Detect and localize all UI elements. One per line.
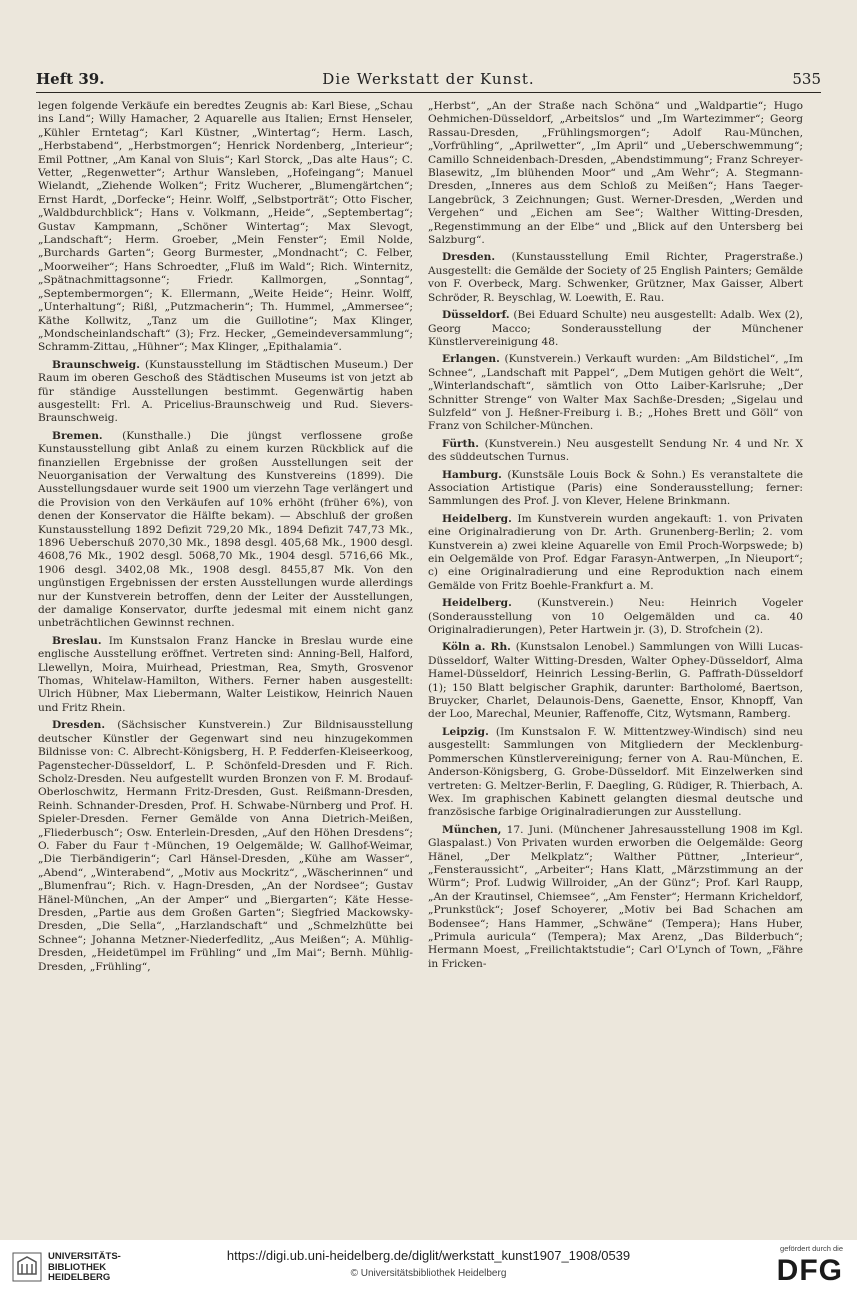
sponsor-caption: gefördert durch die bbox=[780, 1244, 843, 1253]
article-paragraph bbox=[428, 100, 803, 247]
paragraph-text: 17. Juni. (Münchener Jahresausstellung 1908 im Kgl. Glaspalast.) Von Privaten wurden erworben die Oelgemälde: Georg Hänel, „Der Melkplatz“; Walther Püttner, „Interieur“, „Fensteraussicht“, „Arbeiter“; Hans Klatt, „Märzstimmung an der Würm“; Prof. Ludwig Willroider, „An der Günz“; Prof. Karl Raupp, „An der Krautinsel, Chiemsee“, „Am Fenster“; Hermann Kricheldorf, „Prunkstück“; Josef Schoyerer, „Motiv bei Bad Schachen am Bodensee“; Hans Hammer, „Schwäne“ (Tempera); Hans Huber, „Primula auricula“ (Tempera); Max Arenz, „Das Bilderbuch“; Hermann Moest, „Freilichtaktstudie“; Carl O'Lynch of Town, „Fähre in Fricken- bbox=[428, 823, 803, 970]
paragraph-text: (Kunstverein.) Verkauft wurden: „Am Bildstichel“, „Im Schnee“, „Landschaft mit Pappel“, „Dem Mutigen gehört die Welt“, „Winterlandschaft“, sämtlich von Otto Laiber-Karlsruhe; „Der Schnitter Strenge“ von Walter Max Sachße-Dresden; „Sigelau und Sulzfeld“ von J. Heßner-Freiburg i. B.; „Hohes Brett und Göll“ von Franz von Schilcher-München. bbox=[428, 353, 803, 433]
paragraph-text: (Sächsischer Kunstverein.) Zur Bildnisausstellung deutscher Künstler der Gegenwart sind neu hinzugekommen Bildnisse von: C. Albrecht-Königsberg, H. P. Fedderfen-Kleiseerkoog, Pagenstecher-Düsseldorf, L. P. Schönfeld-Dresden und F. Rich. Scholz-Dresden. Neu aufgestellt wurden Bronzen von F. M. Brodauf-Oberloschwitz, Hermann Fritz-Dresden, Gust. Reißmann-Dresden, Reinh. Schnander-Dresden, Prof. H. Schwabe-Nürnberg und Prof. H. Spieler-Dresden. Ferner Gemälde von Anna Dietrich-Meißen, „Fliederbusch“; Osw. Enterlein-Dresden, „Auf den Höhen Dresdens“; O. Faber du Faur †-München, 19 Oelgemälde; W. Gallhof-Weimar, „Die Tierbändigerin“; Carl Hänsel-Dresden, „Kühe am Wasser“, „Abend“, „Winterabend“, „Motiv aus Mockritz“, „Wäscherinnen“ und „Blumenfrau“; Rich. v. Hagn-Dresden, „An der Nordsee“; Gustav Hänel-München, „An der Amper“ und „Biergarten“; Käte Hesse-Dresden, „Partie aus dem Großen Garten“; Siegfried Mackowsky-Dresden, „Die Sella“, „Harzlandschaft“ und „Schmelzhütte bei Schnee“; Johanna Metzner-Niederfedlitz, „Aus Meißen“; A. Mühlig-Dresden, „Heidetümpel im Frühling“ und „Im Mai“; Bernh. Mühlig-Dresden, „Frühling“, bbox=[38, 719, 413, 973]
article-paragraph bbox=[428, 597, 803, 637]
copyright-notice: © Universitätsbibliothek Heidelberg bbox=[350, 1268, 507, 1279]
article-paragraph bbox=[38, 719, 413, 974]
article-paragraph bbox=[38, 359, 413, 426]
article-paragraph bbox=[428, 251, 803, 305]
page-header bbox=[36, 70, 821, 93]
dfg-wordmark: DFG bbox=[776, 1254, 843, 1287]
article-paragraph bbox=[38, 430, 413, 631]
article-paragraph bbox=[38, 635, 413, 715]
article-paragraph bbox=[428, 824, 803, 971]
article-paragraph bbox=[428, 513, 803, 593]
viewer-footer bbox=[0, 1240, 857, 1293]
paragraph-text: (Kunstverein.) Neu ausgestellt Sendung Nr. 4 und Nr. X des süddeutschen Turnus. bbox=[428, 437, 803, 464]
article-paragraph bbox=[428, 438, 803, 465]
library-name-line1: UNIVERSITÄTS- bbox=[48, 1251, 121, 1262]
city-heading: Köln a. Rh. bbox=[442, 641, 511, 654]
paragraph-text: Im Kunstsalon Franz Hancke in Breslau wurde eine englische Ausstellung eröffnet. Vertreten sind: Anning-Bell, Halford, Llewellyn, Moira, Muirhead, Priestman, Rea, Smyth, Grosvenor Thomas, Whitelaw-Hamilton, Withers. Ferner haben ausgestellt: Ulrich Hübner, Max Liebermann, Walter Leistikow, Heinrich Nauen und Fritz Rhein. bbox=[38, 634, 413, 714]
city-heading: Braunschweig. bbox=[52, 358, 140, 371]
library-name-line2: BIBLIOTHEK bbox=[48, 1261, 107, 1273]
article-paragraph bbox=[428, 641, 803, 721]
article-paragraph bbox=[428, 309, 803, 349]
paragraph-text: (Kunstausstellung Emil Richter, Pragerstraße.) Ausgestellt: die Gemälde der Society of 25 English Painters; Gemälde von F. Overbeck, Marg. Schwenker, Grützner, Max Gaisser, Albert Schröder, R. Beyschlag, W. Loewith, E. Rau. bbox=[428, 251, 803, 304]
permalink-url[interactable]: https://digi.ub.uni-heidelberg.de/diglit/werkstatt_kunst1907_1908/0539 bbox=[226, 1248, 631, 1263]
library-name-line3: HEIDELBERG bbox=[48, 1272, 111, 1283]
city-heading: Hamburg. bbox=[442, 468, 502, 481]
city-heading: Heidelberg. bbox=[442, 512, 512, 525]
page-number: 535 bbox=[792, 70, 821, 88]
city-heading: Dresden. bbox=[52, 719, 106, 732]
paragraph-text: (Kunstsalon Lenobel.) Sammlungen von Willi Lucas-Düsseldorf, Walter Witting-Dresden, Walter Ophey-Düsseldorf, Alma Hamel-Düsseldorf, Heinrich Lessing-Berlin, G. Paffrath-Düsseldorf (1); 150 Blatt belgischer Graphik, darunter: Bartholomé, Baertson, Bruycker, Charlet, Delaunois-Dens, Gaenette, Ensor, Khnopff, Van der Loo, Marechal, Meunier, Raffenoffe, Citz, Wytsmann, Ramberg. bbox=[428, 641, 803, 721]
dfg-logo[interactable] bbox=[723, 1244, 843, 1289]
city-heading: München, bbox=[442, 823, 502, 836]
city-heading: Dresden. bbox=[442, 251, 496, 264]
city-heading: Heidelberg. bbox=[442, 597, 512, 610]
journal-title: Die Werkstatt der Kunst. bbox=[322, 70, 535, 88]
city-heading: Fürth. bbox=[442, 437, 479, 450]
paragraph-text: (Kunsthalle.) Die jüngst verflossene große Kunstausstellung gibt Anlaß zu einem kurzen Rückblick auf die finanziellen Ergebnisse der großen Ausstellungen seit der Neuorganisation der Verwaltung des Kunstvereins (1899). Die Ausstellungsdauer wurde seit 1900 um vierzehn Tage verlängert und die Provision von den Verkäufen auf 10% erhöht (früher 6%), von denen der Konservator die Hälfte bekam). — Abschluß der großen Kunstausstellung 1892 Defizit 729,20 Mk., 1894 Defizit 747,73 Mk., 1896 Ueberschuß 2070,30 Mk., 1898 desgl. 405,68 Mk., 1900 desgl. 4608,76 Mk., 1902 desgl. 5068,70 Mk., 1904 desgl. 5716,66 Mk., 1906 desgl. 3402,08 Mk., 1908 desgl. 8455,87 Mk. Von den ungünstigen Ergebnissen der ersten Ausstellungen wurde allerdings nur der Kunstverein betroffen, denn der Leiter der Ausstellungen, der damalige Konservator, durfte jedesmal mit einem nicht ganz unbeträchtlichen Gewinnst rechnen. bbox=[38, 429, 413, 630]
paragraph-text: (Im Kunstsalon F. W. Mittentzwey-Windisch) sind neu ausgestellt: Sammlungen von Mitgliedern der Mecklenburg-Pommerschen Künstlervereinigung; ferner von A. Rau-München, E. Anderson-Königsberg, G. Grobe-Düsseldorf. Mit Einzelwerken sind vertreten: G. Meltzer-Berlin, F. Daegling, G. Rüdiger, R. Thierbach, A. Wex. Im graphischen Kabinett gelangten diesmal deutsche und französische farbige Originalradierungen zur Ausstellung. bbox=[428, 725, 803, 819]
paragraph-text: (Kunstausstellung im Städtischen Museum.) Der Raum im oberen Geschoß des Städtischen Museums ist von jetzt ab für ständige Ausstellungen bestimmt. Gegenwärtig haben ausgestellt: Frl. A. Pricelius-Braunschweig und Rud. Sievers-Braunschweig. bbox=[38, 358, 413, 425]
left-column bbox=[38, 100, 413, 1220]
issue-label: Heft 39. bbox=[36, 70, 105, 88]
article-paragraph bbox=[428, 353, 803, 433]
city-heading: Leipzig. bbox=[442, 725, 489, 738]
article-paragraph bbox=[38, 100, 413, 355]
paragraph-text: legen folgende Verkäufe ein beredtes Zeugnis ab: Karl Biese, „Schau ins Land“; Willy Hamacher, 2 Aquarelle aus Italien; Ernst Henseler, „Kühler Erntetag“; Karl Küstner, „Wintertag“; Herm. Lasch, „Herbstabend“, „Herbstmorgen“; Henrick Nordenberg, „Interieur“; Emil Pottner, „Am Kanal von Sluis“; Karl Storck, „Das alte Haus“; C. Vetter, „Regenwetter“; Arthur Wansleben, „Hofeingang“; Manuel Wielandt, „Ziehende Wolken“; Fritz Wucherer, „Blumengärtchen“; Ernst Hardt, „Dorfecke“; Heinr. Wolff, „Selbstporträt“; Otto Fischer, „Waldbdurchblick“; Hans v. Volkmann, „Heide“, „Septembertag“; Gustav Kampmann, „Schöner Wintertag“; Max Slevogt, „Landschaft“; Herm. Groeber, „Mein Fenster“; Emil Nolde, „Burchards Garten“; Georg Burmester, „Mondnacht“; C. Felber, „Moorweiher“; Hans Schroedter, „Fluß im Wald“; Rich. Winternitz, „Spätnachmittagsonne“; Friedr. Kallmorgen, „Sonntag“, „Septembermorgen“; K. Ellermann, „Weite Heide“; Heinr. Wolff, „Unterhaltung“; Rißl, „Putzmacherin“; Th. Hummel, „Ammersee“; Käthe Kollwitz, „Tanz um die Guillotine“; Max Klinger, „Mondscheinlandschaft“ (3); Frz. Hecker, „Gemeindeversammlung“; Schramm-Zittau, „Hühner“; Max Klinger, „Epithalamia“. bbox=[38, 100, 413, 354]
right-column bbox=[428, 100, 803, 1220]
city-heading: Breslau. bbox=[52, 634, 102, 647]
paragraph-text: (Kunstverein.) Neu: Heinrich Vogeler (Sonderausstellung von 10 Oelgemälden und ca. 40 Originalradierungen), Peter Hartwein jr. (3), D. Strofchein (2). bbox=[428, 597, 803, 637]
paragraph-text: (Kunstsäle Louis Bock & Sohn.) Es veranstaltete die Association Artistique (Paris) eine Sonderausstellung; ferner: Sammlungen des Prof. J. von Klever, Helene Brinkmann. bbox=[428, 468, 803, 508]
paragraph-text: „Herbst“, „An der Straße nach Schöna“ und „Waldpartie“; Hugo Oehmichen-Düsseldorf, „Arbeitslos“ und „Im Wartezimmer“; Georg Rassau-Dresden, „Frühlingsmorgen“; Adolf Rau-München, „Vorfrühling“, „Aprilwetter“, „Im April“ und „Ueberschwemmung“; Camillo Schneidenbach-Dresden, „Abendstimmung“; Franz Schreyer-Blasewitz, „Im blühenden Moor“ und „Am Wehr“; A. Stegmann-Dresden, „Inneres aus dem Schloß zu Meißen“; Hans Taeger-Langebrück, 3 Zeichnungen; Gust. Werner-Dresden, „Werden und Vergehen“ und „Eichen am See“; Walther Witting-Dresden, „Regenstimmung an der Elbe“ und „Blick auf den Untersberg bei Salzburg“. bbox=[428, 100, 803, 247]
city-heading: Erlangen. bbox=[442, 353, 500, 366]
paragraph-text: Im Kunstverein wurden angekauft: 1. von Privaten eine Originalradierung von Dr. Arth. Grunenberg-Berlin; 2. vom Kunstverein a) zwei kleine Aquarelle von Emil Proch-Worpswede; b) ein Oelgemälde von Prof. Edgar Farasyn-Antwerpen, „In Nieuport“; c) eine Originalradierung und eine Reproduktion nach einem Gemälde von Fritz Boehle-Frankfurt a. M. bbox=[428, 512, 803, 592]
city-heading: Düsseldorf. bbox=[442, 309, 510, 322]
article-paragraph bbox=[428, 469, 803, 509]
city-heading: Bremen. bbox=[52, 429, 103, 442]
paragraph-text: (Bei Eduard Schulte) neu ausgestellt: Adalb. Wex (2), Georg Macco; Sonderausstellung der Münchener Künstlervereinigung 48. bbox=[428, 309, 803, 348]
article-paragraph bbox=[428, 726, 803, 820]
